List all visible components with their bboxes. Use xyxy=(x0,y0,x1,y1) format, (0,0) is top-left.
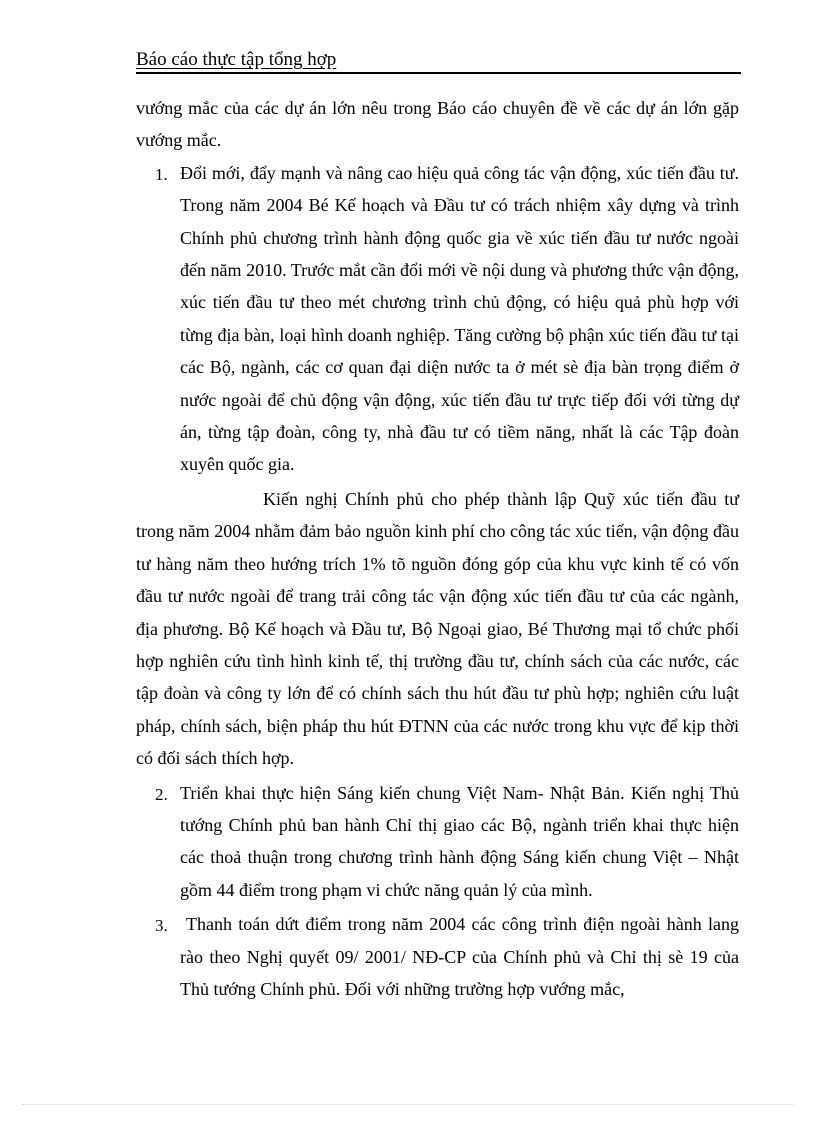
list-item-text: Đổi mới, đẩy mạnh và nâng cao hiệu quả công tác vận động, xúc tiến đầu tư. Trong năm 2004 Bé Kế hoạch và Đầu tư có trách nhiệm xây dựng và trình Chính phủ chương trình hành động quốc gia về xúc tiến đầu tư nước ngoài đến năm 2010. Trước mắt cần đổi mới về nội dung và phương thức vận động, xúc tiến đầu tư theo mét chương trình chủ động, có hiệu quả phù hợp với từng địa bàn, loại hình doanh nghiệp. Tăng cường bộ phận xúc tiến đầu tư tại các Bộ, ngành, các cơ quan đại diện nước ta ở mét sè địa bàn trọng điểm ở nước ngoài để chủ động vận động, xúc tiến đầu tư trực tiếp đối với từng dự án, từng tập đoàn, công ty, nhà đầu tư có tiềm năng, nhất là các Tập đoàn xuyên quốc gia. xyxy=(180,162,739,475)
intro-paragraph: vướng mắc của các dự án lớn nêu trong Báo cáo chuyên đề về các dự án lớn gặp vướng mắc. xyxy=(136,98,739,151)
list-item-text: Triển khai thực hiện Sáng kiến chung Việt Nam- Nhật Bản. Kiến nghị Thủ tướng Chính phủ ban hành Chỉ thị giao các Bộ, ngành triển khai thực hiện các thoả thuận trong chương trình hành động Sáng kiến chung Việt – Nhật gồm 44 điểm trong phạm vi chức năng quản lý của mình. xyxy=(180,782,739,900)
header-title: Báo cáo thực tập tổng hợp xyxy=(136,49,337,70)
list-item-2 xyxy=(136,777,739,907)
list-number: 2. xyxy=(155,784,168,804)
page-header xyxy=(136,48,741,74)
list-number: 1. xyxy=(155,164,168,184)
list-item-3 xyxy=(136,908,739,1005)
list-number: 3. xyxy=(155,916,168,936)
list-item-text: Thanh toán dứt điểm trong năm 2004 các công trình điện ngoài hành lang rào theo Nghị quyết 09/ 2001/ NĐ-CP của Chính phủ và Chỉ thị sè 19 của Thủ tướng Chính phủ. Đối với những trường hợp vướng mắc, xyxy=(180,914,739,999)
page-bottom-border xyxy=(22,1104,794,1105)
document-body xyxy=(136,92,739,1005)
list-item-1 xyxy=(136,157,739,481)
indented-paragraph: Kiến nghị Chính phủ cho phép thành lập Quỹ xúc tiến đầu tư trong năm 2004 nhằm đảm bảo nguồn kinh phí cho công tác xúc tiến, vận động đầu tư hàng năm theo hướng trích 1% tõ nguồn đóng góp của khu vực kinh tế có vốn đầu tư nước ngoài để trang trải công tác vận động xúc tiến đầu tư của các ngành, địa phương. Bộ Kế hoạch và Đầu tư, Bộ Ngoại giao, Bé Thương mại tổ chức phối hợp nghiên cứu tình hình kinh tế, thị trường đầu tư, chính sách của các nước, các tập đoàn và công ty lớn để có chính sách thu hút đầu tư phù hợp; nghiên cứu luật pháp, chính sách, biện pháp thu hút ĐTNN của các nước trong khu vực để kịp thời có đối sách thích hợp. xyxy=(136,488,739,769)
